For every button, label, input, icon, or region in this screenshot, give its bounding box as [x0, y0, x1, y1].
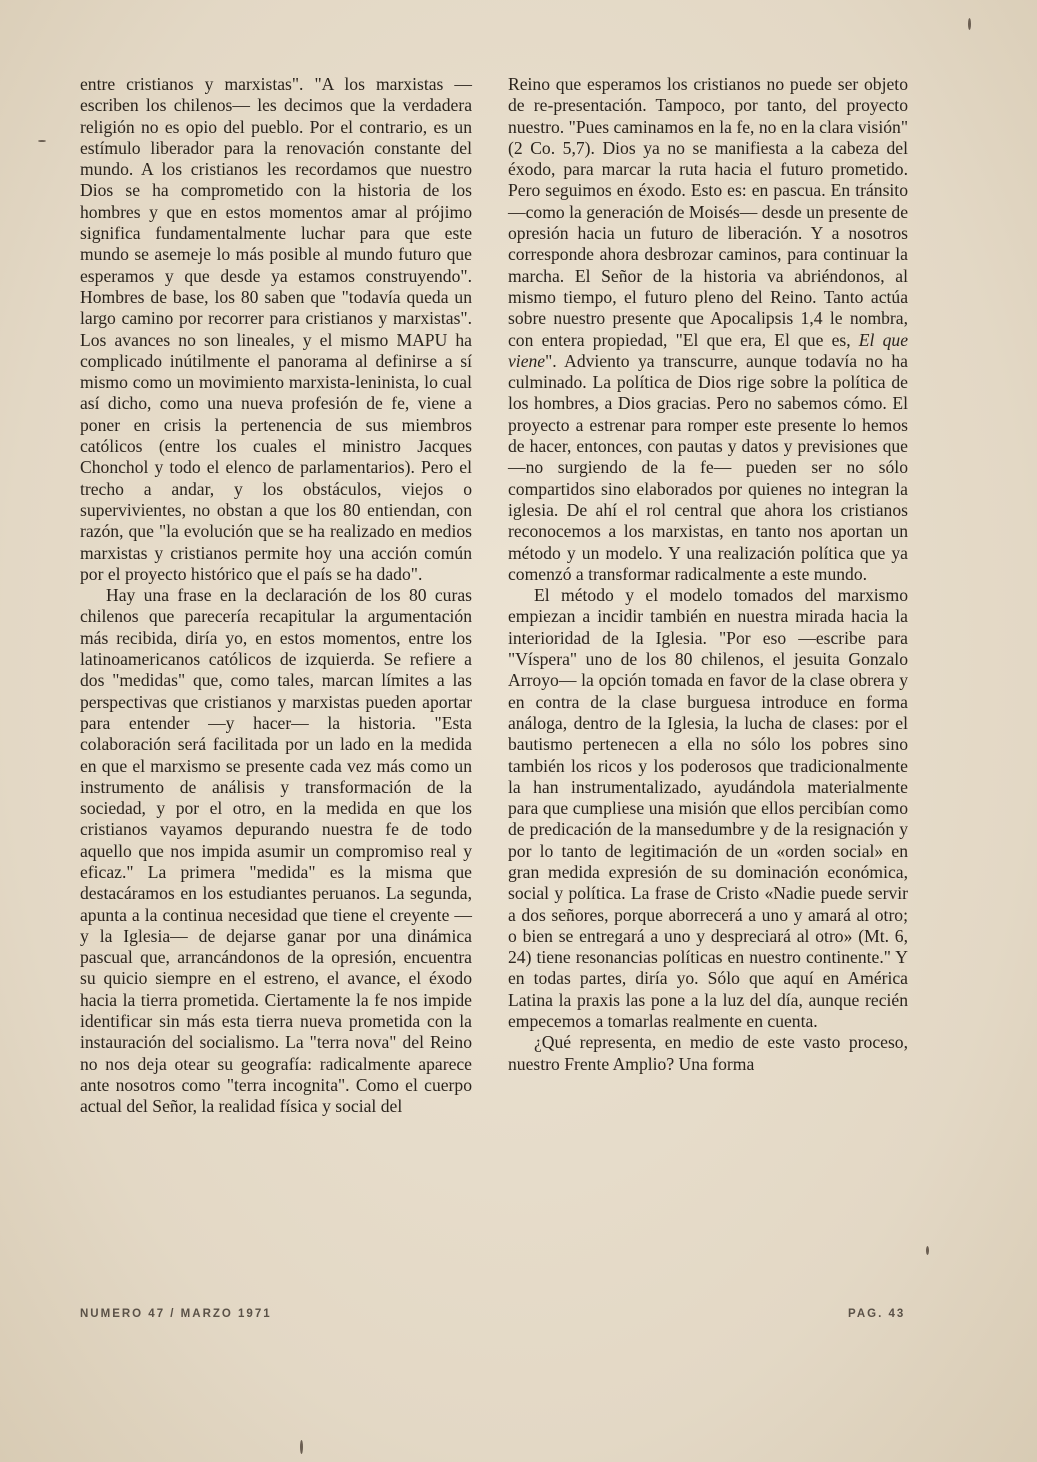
paper-speck	[926, 1246, 929, 1255]
left-paragraph-1: entre cristianos y marxistas". "A los marxistas —escriben los chilenos— les decimos que la verdadera religión no es opio del pueblo. Por el contrario, es un estímulo liberador para la renovación constante del mundo. A los cristianos les recordamos que nuestro Dios se ha comprometido con la historia de los hombres y que en estos momentos amar al prójimo significa fundamentalmente luchar para que este mundo se asemeje lo más posible al mundo futuro que esperamos y que desde ya estamos construyendo". Hombres de base, los 80 saben que "todavía queda un largo camino por recorrer para cristianos y marxistas". Los avances no son lineales, y el mismo MAPU ha complicado inútilmente el panorama al definirse a sí mismo como un movimiento marxista-leninista, lo cual así dicho, como una nueva profesión de fe, viene a poner en crisis la pertenencia de sus miembros católicos (entre los cuales el ministro Jacques Chonchol y todo el elenco de parlamentarios). Pero el trecho a andar, y los obstáculos, viejos o supervivientes, no obstan a que los 80 entiendan, con razón, que "la evolución que se ha realizado en medios marxistas y cristianos permite hoy una acción común por el proyecto histórico que el país se ha dado".	[80, 74, 472, 584]
paper-speck	[968, 18, 971, 30]
paper-speck	[300, 1440, 303, 1454]
right-paragraph-1-text-a: Reino que esperamos los cristianos no puede ser objeto de re-presentación. Tampoco, por tanto, del proyecto nuestro. "Pues caminamos en la fe, no en la clara visión" (2 Co. 5,7). Dios ya no se manifiesta a la cabeza del éxodo, para marcar la ruta hacia el futuro prometido. Pero seguimos en éxodo. Esto es: en pascua. En tránsito —como la generación de Moisés— desde un presente de opresión hacia un futuro de liberación. Y a nosotros corresponde ahora desbrozar caminos, para continuar la marcha. El Señor de la historia va abriéndonos, al mismo tiempo, el futuro pleno del Reino. Tanto actúa sobre nuestro presente que Apocalipsis 1,4 le nombra, con entera propiedad, "El que era, El que es,	[508, 74, 908, 350]
right-paragraph-2: El método y el modelo tomados del marxismo empiezan a incidir también en nuestra mirada hacia la interioridad de la Iglesia. "Por eso —escribe para "Víspera" uno de los 80 chilenos, el jesuita Gonzalo Arroyo— la opción tomada en favor de la clase obrera y en contra de la clase burguesa introduce en forma análoga, dentro de la Iglesia, la lucha de clases: por el bautismo pertenecen a ella no sólo los pobres sino también los ricos y los poderosos que tradicionalmente la han instrumentalizado, ayudándola materialmente para que cumpliese una misión que ellos percibían como de predicación de la mansedumbre y de la resignación y por lo tanto de legitimación de un «orden social» en gran medida expresión de su dominación económica, social y política. La frase de Cristo «Nadie puede servir a dos señores, porque aborrecerá a uno y amará al otro; o bien se entregará a uno y despreciará al otro» (Mt. 6, 24) tiene resonancias políticas en nuestro continente." Y en todas partes, diría yo. Sólo que aquí en América Latina la praxis las pone a la luz del día, aunque recién empecemos a tomarlas realmente en cuenta.	[508, 585, 908, 1032]
right-paragraph-1	[508, 74, 908, 585]
page-number: PAG. 43	[848, 1308, 906, 1320]
right-paragraph-3: ¿Qué representa, en medio de este vasto proceso, nuestro Frente Amplio? Una forma	[508, 1032, 908, 1074]
left-paragraph-2: Hay una frase en la declaración de los 80 curas chilenos que parecería recapitular la argumentación más recibida, diría yo, en estos momentos, entre los latinoamericanos católicos de izquierda. Se refiere a dos "medidas" que, como tales, marcan límites a las perspectivas que cristianos y marxistas pueden aportar para entender —y hacer— la historia. "Esta colaboración será facilitada por un lado en la medida en que el marxismo se presente cada vez más como un instrumento de análisis y transformación de la sociedad, y por el otro, en la medida en que los cristianos vayamos depurando nuestra fe de todo aquello que nos impida asumir un compromiso real y eficaz." La primera "medida" es la misma que destacáramos en los estudiantes peruanos. La segunda, apunta a la continua necesidad que tiene el creyente —y la Iglesia— de dejarse ganar por una dinámica pascual que, arrancándonos de la opresión, encuentra su quicio siempre en el estreno, el avance, el éxodo hacia la tierra prometida. Ciertamente la fe nos impide identificar sin más esta tierra nueva prometida con la instauración del socialismo. La "terra nova" del Reino no nos deja otear su geografía: radicalmente aparece ante nosotros como "terra incognita". Como el cuerpo actual del Señor, la realidad física y social del	[80, 585, 472, 1117]
italic-quote: El que viene	[508, 329, 908, 371]
left-column	[80, 74, 472, 1118]
issue-footer: NUMERO 47 / MARZO 1971	[80, 1308, 272, 1320]
right-column	[508, 74, 908, 1075]
right-paragraph-1-text-b: ". Adviento ya transcurre, aunque todavía no ha culminado. La política de Dios rige sobre la política de los hombres, a Dios gracias. Pero no sabemos cómo. El proyecto a estrenar para romper este presente lo hemos de hacer, entonces, con pautas y datos y previsiones que —no surgiendo de la fe— pueden ser no sólo compartidos sino elaborados por quienes no integran la iglesia. De ahí el rol central que ahora los cristianos reconocemos a los marxistas, en tanto nos aportan un método y un modelo. Y una realización política que ya comenzó a transformar radicalmente a este mundo.	[508, 350, 908, 584]
paper-speck	[38, 140, 46, 142]
